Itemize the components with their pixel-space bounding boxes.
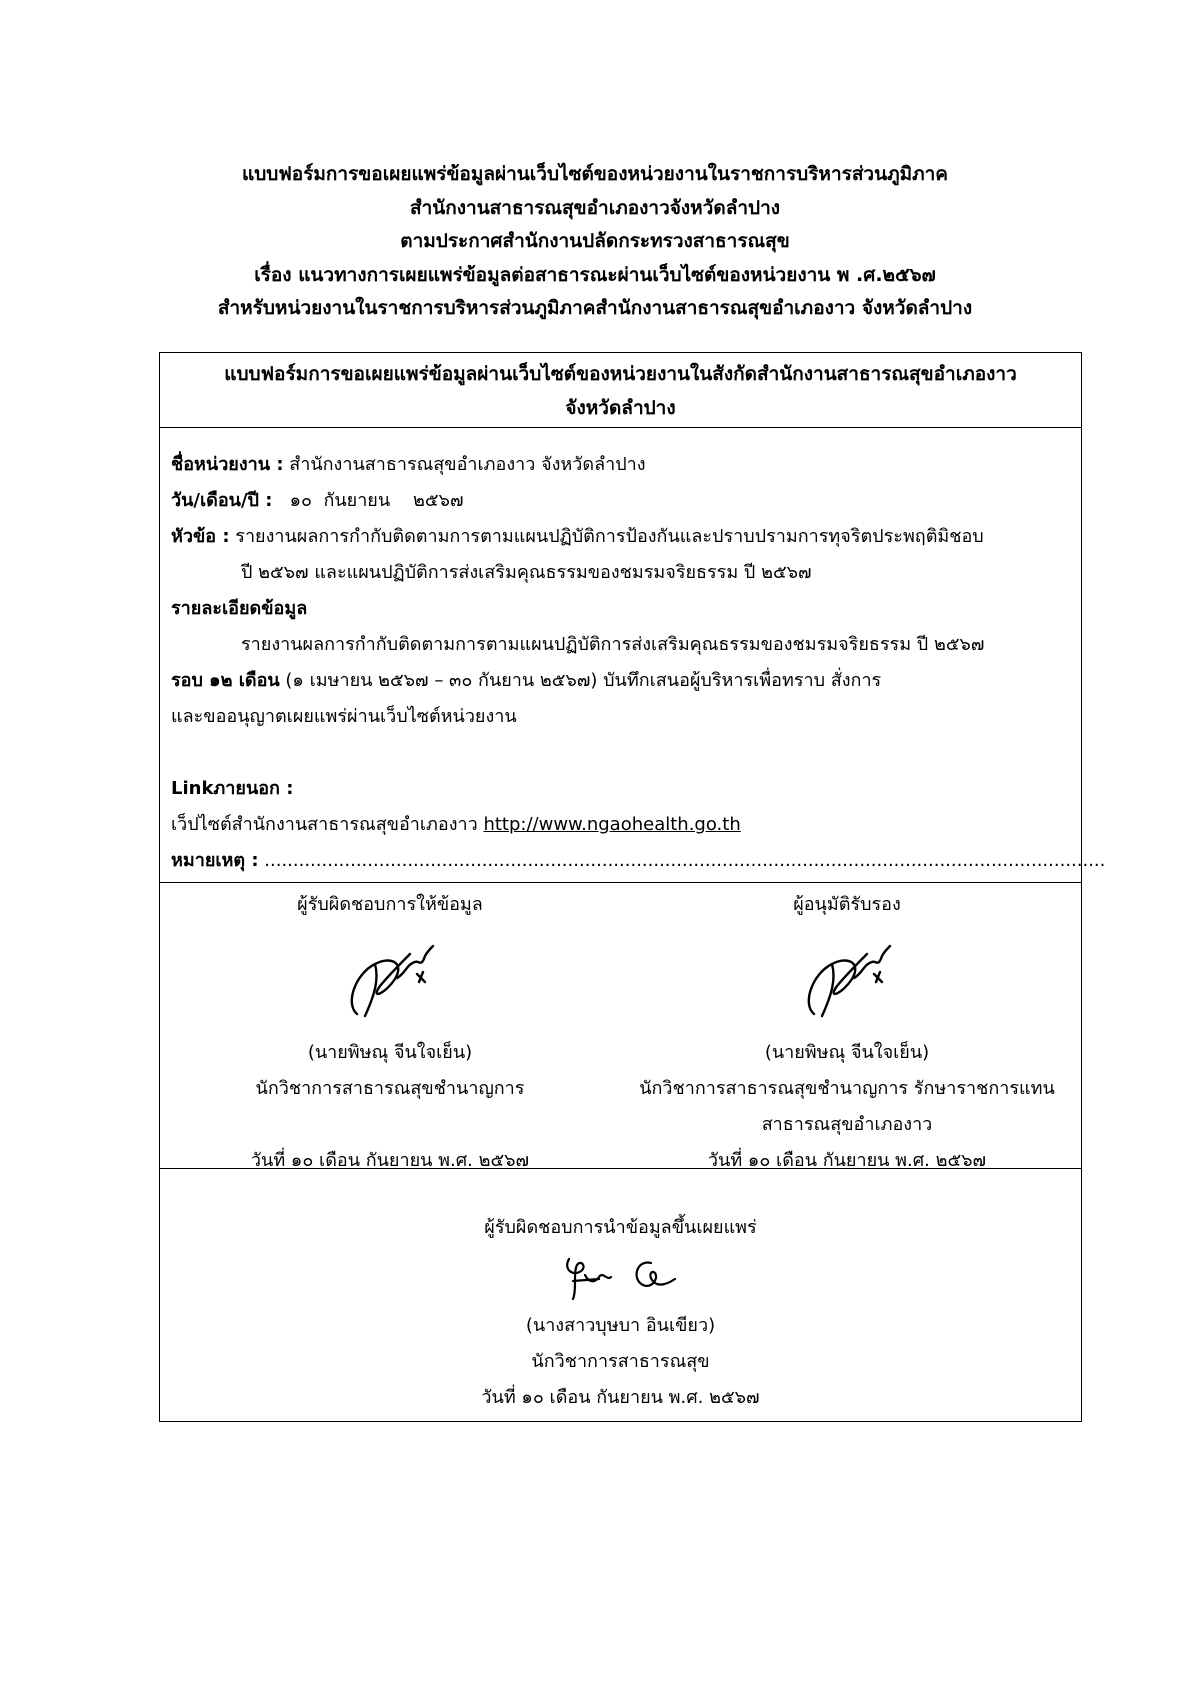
header-line-5: สำหรับหน่วยงานในราชการบริหารส่วนภูมิภาคสำนักงานสาธารณสุขอำเภองาว จังหวัดลำปาง <box>217 297 973 319</box>
header-line-3: ตามประกาศสำนักงานปลัดกระทรวงสาธารณสุข <box>400 230 790 252</box>
website-label: เว็ปไซต์สำนักงานสาธารณสุขอำเภองาว <box>171 814 484 835</box>
form-title-line-1: แบบฟอร์มการขอเผยแพร่ข้อมูลผ่านเว็บไซต์ของหน่วยงานในสังกัดสำนักงานสาธารณสุขอำเภองาว <box>224 363 1017 385</box>
signature-approver <box>612 887 1082 1179</box>
provider-heading: ผู้รับผิดชอบการให้ข้อมูล <box>297 894 483 915</box>
approver-date: วันที่ ๑๐ เดือน กันยายน พ.ศ. ๒๕๖๗ <box>707 1150 987 1171</box>
provider-spacer <box>160 1107 620 1143</box>
agency-row <box>171 447 1073 483</box>
form-body <box>171 447 1106 879</box>
blank-line <box>171 735 1073 771</box>
provider-signature-mark <box>160 923 620 1035</box>
note-label: หมายเหตุ : <box>171 850 259 871</box>
publisher-signature-mark <box>160 1246 1081 1308</box>
signature-provider <box>160 887 620 1179</box>
date-label: วัน/เดือน/ปี : <box>171 490 273 511</box>
approver-position-1: นักวิชาการสาธารณสุขชำนาญการ รักษาราชการแทน <box>639 1078 1055 1099</box>
topic-row <box>171 519 1073 555</box>
detail-line-3: และขออนุญาตเผยแพร่ผ่านเว็บไซต์หน่วยงาน <box>171 706 517 727</box>
document-header <box>0 158 1190 326</box>
signature-publisher <box>160 1210 1081 1416</box>
header-line-4: เรื่อง แนวทางการเผยแพร่ข้อมูลต่อสาธารณะผ่านเว็บไซต์ของหน่วยงาน พ .ศ.๒๕๖๗ <box>254 263 936 286</box>
agency-label: ชื่อหน่วยงาน : <box>171 454 284 475</box>
detail-line-2 <box>171 663 1073 699</box>
header-line-2: สำนักงานสาธารณสุขอำเภองาวจังหวัดลำปาง <box>409 196 781 219</box>
detail-round: รอบ ๑๒ เดือน <box>171 670 280 691</box>
note-row <box>171 843 1106 879</box>
topic-value-1: รายงานผลการกำกับติดตามการตามแผนปฏิบัติการป้องกันและปราบปรามการทุจริตประพฤติมิชอบ <box>229 526 984 547</box>
publisher-divider <box>160 1168 1081 1169</box>
approver-heading: ผู้อนุมัติรับรอง <box>793 894 901 915</box>
provider-position: นักวิชาการสาธารณสุขชำนาญการ <box>255 1078 525 1099</box>
topic-value-2: ปี ๒๕๖๗ และแผนปฏิบัติการส่งเสริมคุณธรรมของชมรมจริยธรรม ปี ๒๕๖๗ <box>241 562 812 583</box>
website-row <box>171 807 1073 843</box>
date-row <box>171 483 1073 519</box>
detail-line-1: รายงานผลการกำกับติดตามการตามแผนปฏิบัติการส่งเสริมคุณธรรมของชมรมจริยธรรม ปี ๒๕๖๗ <box>241 634 985 655</box>
external-link-label: Linkภายนอก : <box>171 778 294 799</box>
publisher-heading: ผู้รับผิดชอบการนำข้อมูลขึ้นเผยแพร่ <box>484 1217 757 1238</box>
publisher-position: นักวิชาการสาธารณสุข <box>531 1351 710 1372</box>
website-link[interactable]: http://www.ngaohealth.go.th <box>483 814 741 835</box>
provider-name: (นายพิษณุ จีนใจเย็น) <box>307 1042 473 1063</box>
publisher-name: (นางสาวบุษบา อินเขียว) <box>525 1315 716 1336</box>
approver-position-2: สาธารณสุขอำเภองาว <box>761 1114 933 1135</box>
approver-signature-mark <box>612 923 1082 1035</box>
publisher-date: วันที่ ๑๐ เดือน กันยายน พ.ศ. ๒๕๖๗ <box>481 1387 760 1408</box>
approver-name: (นายพิษณุ จีนใจเย็น) <box>764 1042 930 1063</box>
form-title <box>160 353 1081 428</box>
agency-value: สำนักงานสาธารณสุขอำเภองาว จังหวัดลำปาง <box>283 454 646 475</box>
note-dots: ................................................................................................................................................... <box>258 850 1106 871</box>
detail-line-2-text: (๑ เมษายน ๒๕๖๗ – ๓๐ กันยาน ๒๕๖๗) บันทึกเสนอผู้บริหารเพื่อทราบ สั่งการ <box>279 670 882 691</box>
header-line-1: แบบฟอร์มการขอเผยแพร่ข้อมูลผ่านเว็บไซต์ของหน่วยงานในราชการบริหารส่วนภูมิภาค <box>241 163 949 185</box>
date-value: ๑๐ กันยายน ๒๕๖๗ <box>272 490 464 511</box>
topic-row-2 <box>171 555 1073 591</box>
topic-label: หัวข้อ : <box>171 526 230 547</box>
detail-label: รายละเอียดข้อมูล <box>171 598 308 619</box>
form-title-line-2: จังหวัดลำปาง <box>565 397 676 419</box>
form-box <box>159 352 1106 1422</box>
signature-divider <box>160 882 1081 883</box>
provider-date: วันที่ ๑๐ เดือน กันยายน พ.ศ. ๒๕๖๗ <box>250 1150 530 1171</box>
